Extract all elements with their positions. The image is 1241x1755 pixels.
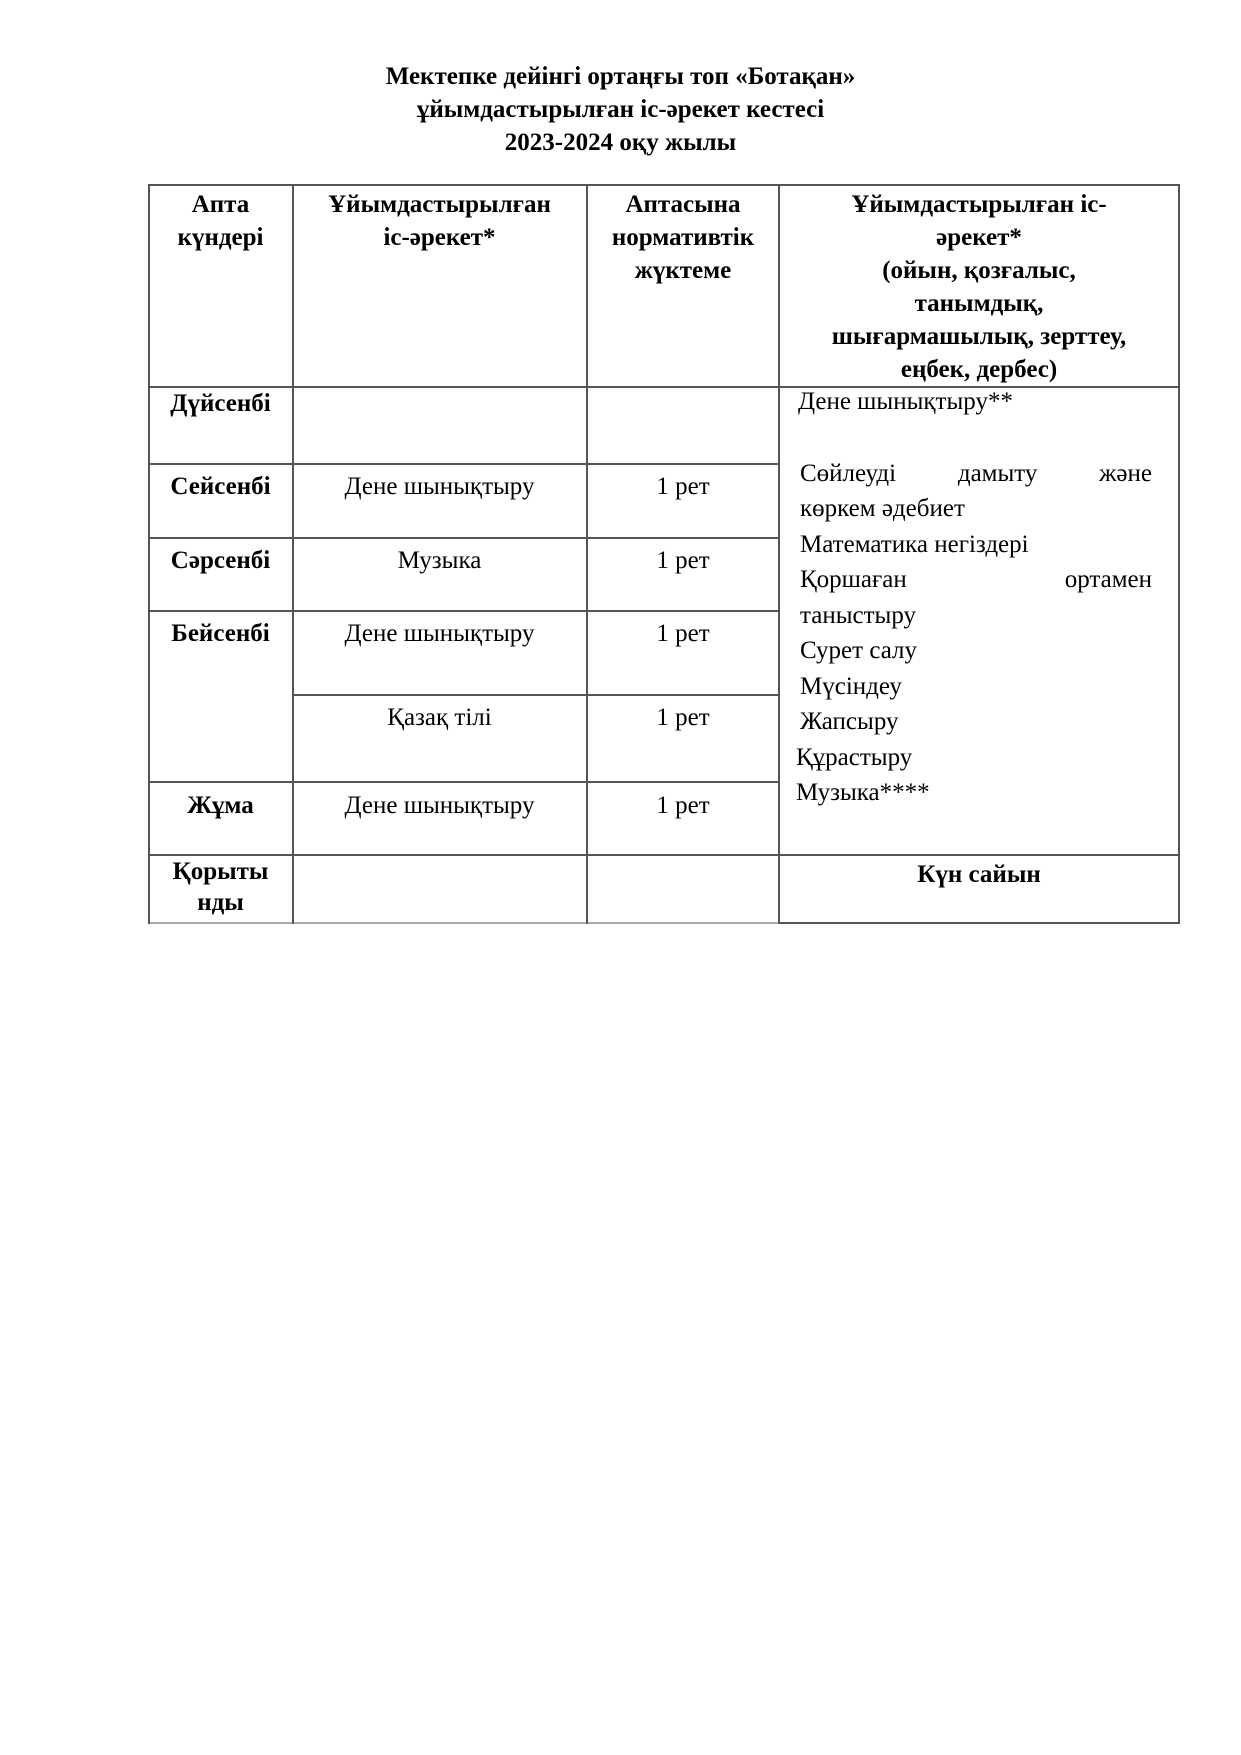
load-tuesday: 1 рет [656, 473, 710, 500]
total-label: Қорыты нды [172, 858, 269, 916]
row-divider [148, 854, 1180, 856]
load-friday: 1 рет [656, 792, 710, 819]
activity-friday: Дене шынықтыру [344, 792, 535, 819]
day-monday: Дүйсенбі [170, 390, 271, 417]
document-title [0, 60, 1241, 159]
title-line-3: 2023-2024 оқу жылы [504, 129, 737, 156]
list-item: Сурет салу [800, 637, 918, 664]
load-thursday-2: 1 рет [656, 704, 710, 731]
table-border-bottom-right [779, 922, 1180, 924]
header-activity: Ұйымдастырылған іс-әрекет* [328, 191, 551, 251]
header-days: Апта күндері [177, 191, 264, 251]
row-divider [293, 694, 780, 696]
activity-thursday-2: Қазақ тілі [387, 704, 492, 731]
list-item: таныстыру [800, 601, 916, 629]
header-activity-types: Ұйымдастырылған іс- әрекет* (ойын, қозғалыс, танымдық, шығармашылық, зерттеу, еңбек, дербес) [831, 191, 1127, 383]
list-item: Құрастыру [796, 743, 913, 771]
table-border-bottom [148, 922, 780, 924]
total-daily: Күн сайын [917, 861, 1041, 888]
list-item: Математика негіздері [800, 530, 1029, 558]
day-friday: Жұма [187, 792, 254, 819]
activity-types-list [796, 384, 1152, 811]
title-line-2: ұйымдастырылған іс-әрекет кестесі [416, 96, 825, 123]
list-item: көркем әдебиет [800, 495, 965, 522]
table-border-right [1178, 184, 1180, 924]
day-wednesday: Сәрсенбі [170, 547, 271, 574]
list-item: Сөйлеуді дамыту және [800, 459, 1152, 487]
load-thursday-1: 1 рет [656, 620, 710, 647]
row-divider [148, 781, 780, 783]
list-item: Мүсіндеу [800, 672, 902, 700]
schedule-table [148, 184, 1180, 924]
list-item: Жапсыру [800, 708, 899, 735]
activity-wednesday: Музыка [397, 547, 482, 574]
activity-tuesday: Дене шынықтыру [344, 473, 535, 500]
title-line-1: Мектепке дейінгі ортаңғы топ «Ботақан» [385, 63, 856, 90]
load-wednesday: 1 рет [656, 547, 710, 574]
list-item: Қоршаған ортамен [800, 566, 1152, 593]
row-divider [148, 537, 780, 539]
day-thursday: Бейсенбі [171, 620, 270, 647]
list-item: Музыка**** [796, 779, 930, 806]
row-divider [148, 610, 780, 612]
row-divider [148, 463, 780, 465]
header-load: Аптасына нормативтік жүктеме [611, 191, 755, 284]
table-border-top [148, 184, 1180, 186]
list-item: Дене шынықтыру** [798, 388, 1013, 415]
day-tuesday: Сейсенбі [170, 473, 271, 500]
activity-thursday-1: Дене шынықтыру [344, 620, 535, 647]
